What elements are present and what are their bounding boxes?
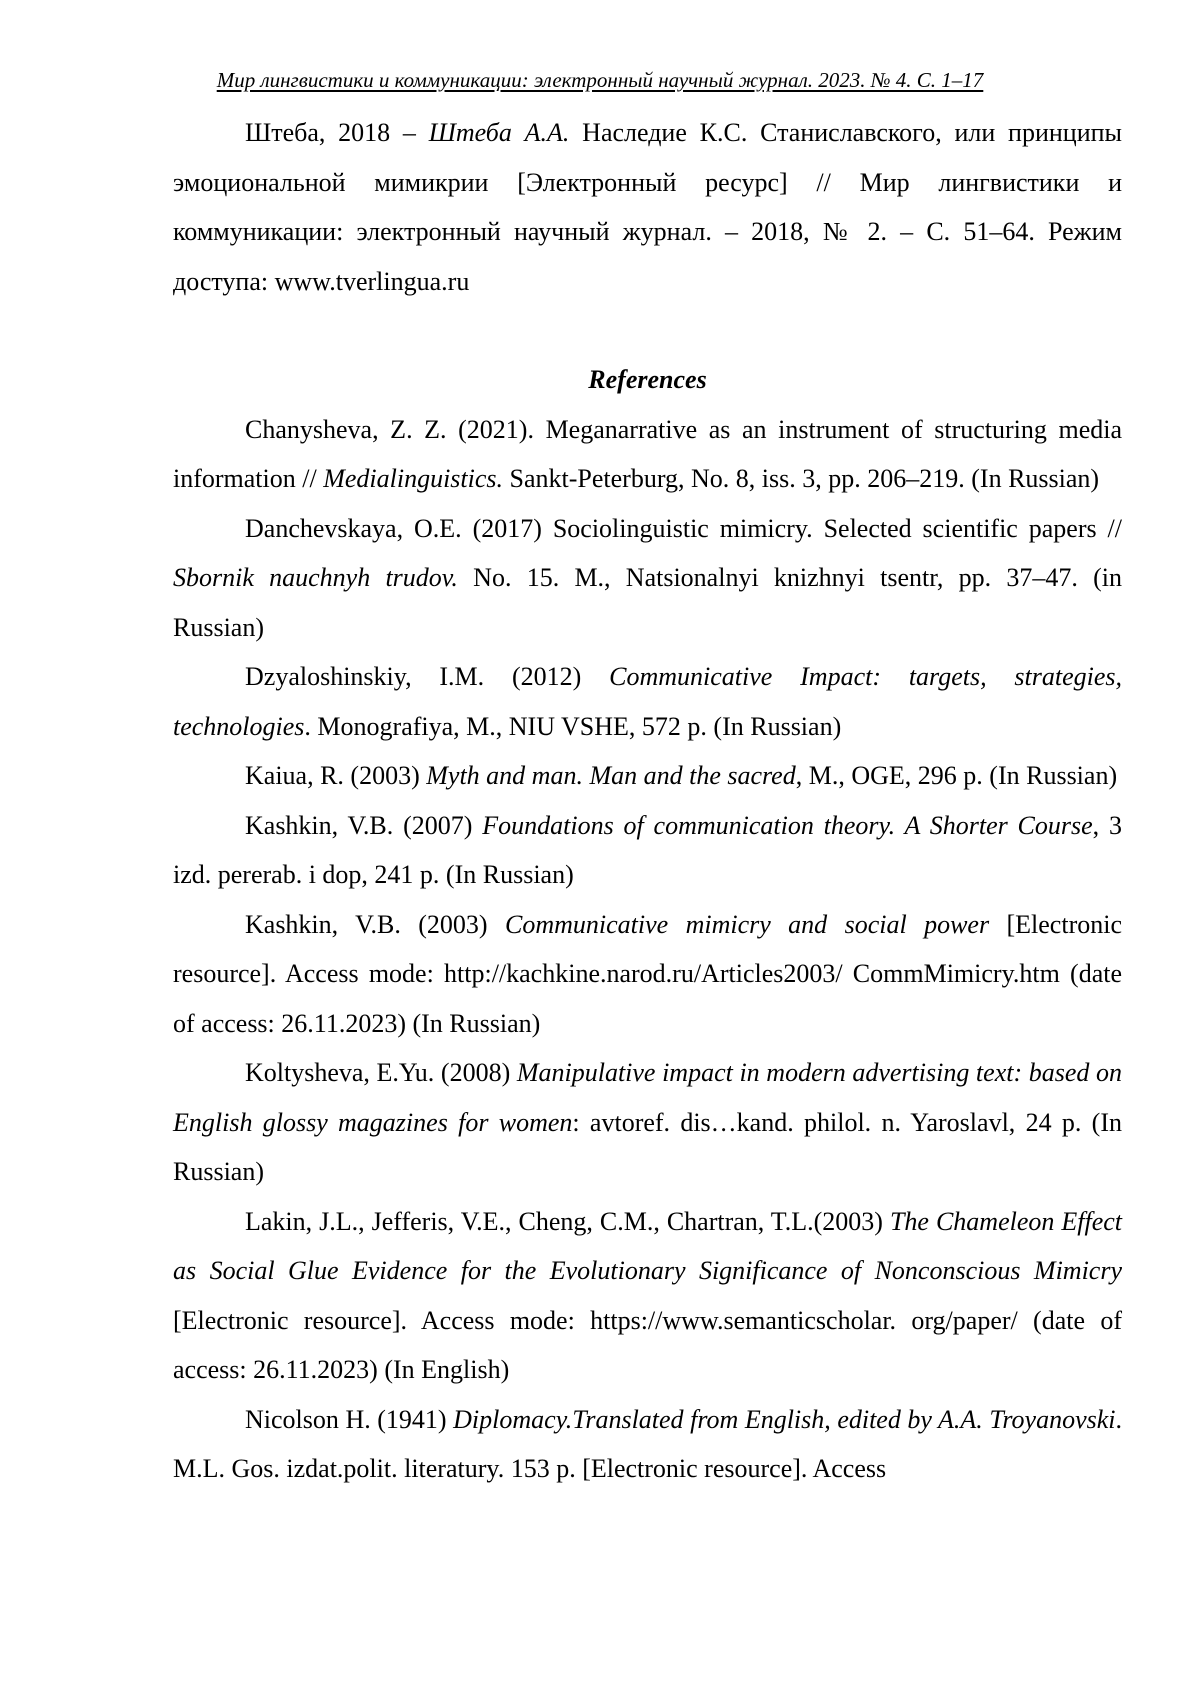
references-heading: References — [588, 365, 707, 394]
entry-text: [Electronic resource]. Access mode: https://www.semanticscholar. org/paper/ (date of access: 26.11.2023) (In English) — [173, 1305, 1122, 1384]
entry-rest: Наследие К.С. Станиславского, или принципы эмоциональной мимикрии [Электронный ресурс] // Мир лингвистики и коммуникации: электронный научный журнал. – 2018, № 2. – С. 51–64. Режим доступа: www.tverlingua.ru — [173, 118, 1122, 296]
entry-text: Kashkin, V.B. (2007) — [245, 810, 483, 840]
reference-entry — [173, 751, 1122, 801]
entry-text: No. 15. M., Natsionalnyi knizhnyi tsentr, pp. 37–47. (in Russian) — [173, 563, 1123, 642]
reference-entry — [173, 1395, 1122, 1494]
reference-entry-shteba — [173, 108, 1122, 306]
entry-title: Medialinguistics. — [323, 464, 504, 493]
entry-text: Kashkin, V.B. (2003) — [245, 909, 505, 939]
entry-text: Lakin, J.L., Jefferis, V.E., Cheng, C.M., Chartran, T.L.(2003) — [245, 1206, 890, 1236]
entry-text: Koltysheva, E.Yu. (2008) — [245, 1058, 517, 1087]
entry-title: Diplomacy.Translated from English, edited by A.A. Troyanovski — [453, 1404, 1116, 1434]
reference-entry — [173, 405, 1122, 504]
entry-title: Myth and man. Man and the sacred — [426, 761, 796, 790]
reference-entry — [173, 652, 1122, 751]
running-header: Мир лингвистики и коммуникации: электронный научный журнал. 2023. № 4. С. 1–17 — [216, 68, 984, 92]
entry-author: Штеба А.А. — [428, 118, 570, 147]
entry-text: Sankt-Peterburg, No. 8, iss. 3, pp. 206–219. (In Russian) — [503, 464, 1100, 493]
entry-text: Danchevskaya, O.E. (2017) Sociolinguistic mimicry. Selected scientific papers // — [245, 513, 1122, 543]
entry-title: Communicative mimicry and social power — [504, 909, 990, 939]
entry-text: . M.L. Gos. izdat.polit. literatury. 153 p. [Electronic resource]. Access — [173, 1404, 1122, 1483]
entry-text: : avtoref. dis…kand. philol. n. Yaroslavl, 24 p. (In Russian) — [173, 1107, 1122, 1186]
entry-title: Sbornik nauchnyh trudov. — [173, 563, 458, 592]
entry-text: Kaiua, R. (2003) — [245, 761, 427, 790]
reference-entry — [173, 1197, 1122, 1395]
entry-title: Manipulative impact in modern advertising text: based on English glossy magazines for women — [173, 1058, 1122, 1137]
reference-entry — [173, 900, 1122, 1049]
entry-text: , 3 izd. pererab. i dop, 241 p. (In Russian) — [173, 810, 1122, 889]
reference-entry — [173, 504, 1122, 653]
entry-text: , M., OGE, 296 p. (In Russian) — [795, 761, 1118, 790]
entry-lead: Штеба, 2018 – — [245, 118, 429, 147]
reference-entry — [173, 1048, 1122, 1197]
entry-title: Communicative Impact: targets, strategies, technologies — [173, 662, 1123, 741]
reference-entry — [173, 801, 1122, 900]
entry-text: Nicolson H. (1941) — [245, 1404, 454, 1434]
entry-text: Chanysheva, Z. Z. (2021). Meganarrative as an instrument of structuring media information // — [173, 414, 1122, 493]
entry-text: [Electronic resource]. Access mode: http://kachkine.narod.ru/Articles2003/ CommMimicry.htm (date of access: 26.11.2023) (In Russian) — [173, 909, 1122, 1038]
entry-title: The Chameleon Effect as Social Glue Evidence for the Evolutionary Significance of Nonconscious Mimicry — [173, 1206, 1122, 1285]
article-body — [173, 108, 1122, 1494]
entry-title: Foundations of communication theory. A Shorter Course — [482, 810, 1093, 840]
entry-text: Dzyaloshinskiy, I.M. (2012) — [245, 662, 610, 691]
entry-text: . Monografiya, M., NIU VSHE, 572 p. (In Russian) — [304, 711, 842, 741]
